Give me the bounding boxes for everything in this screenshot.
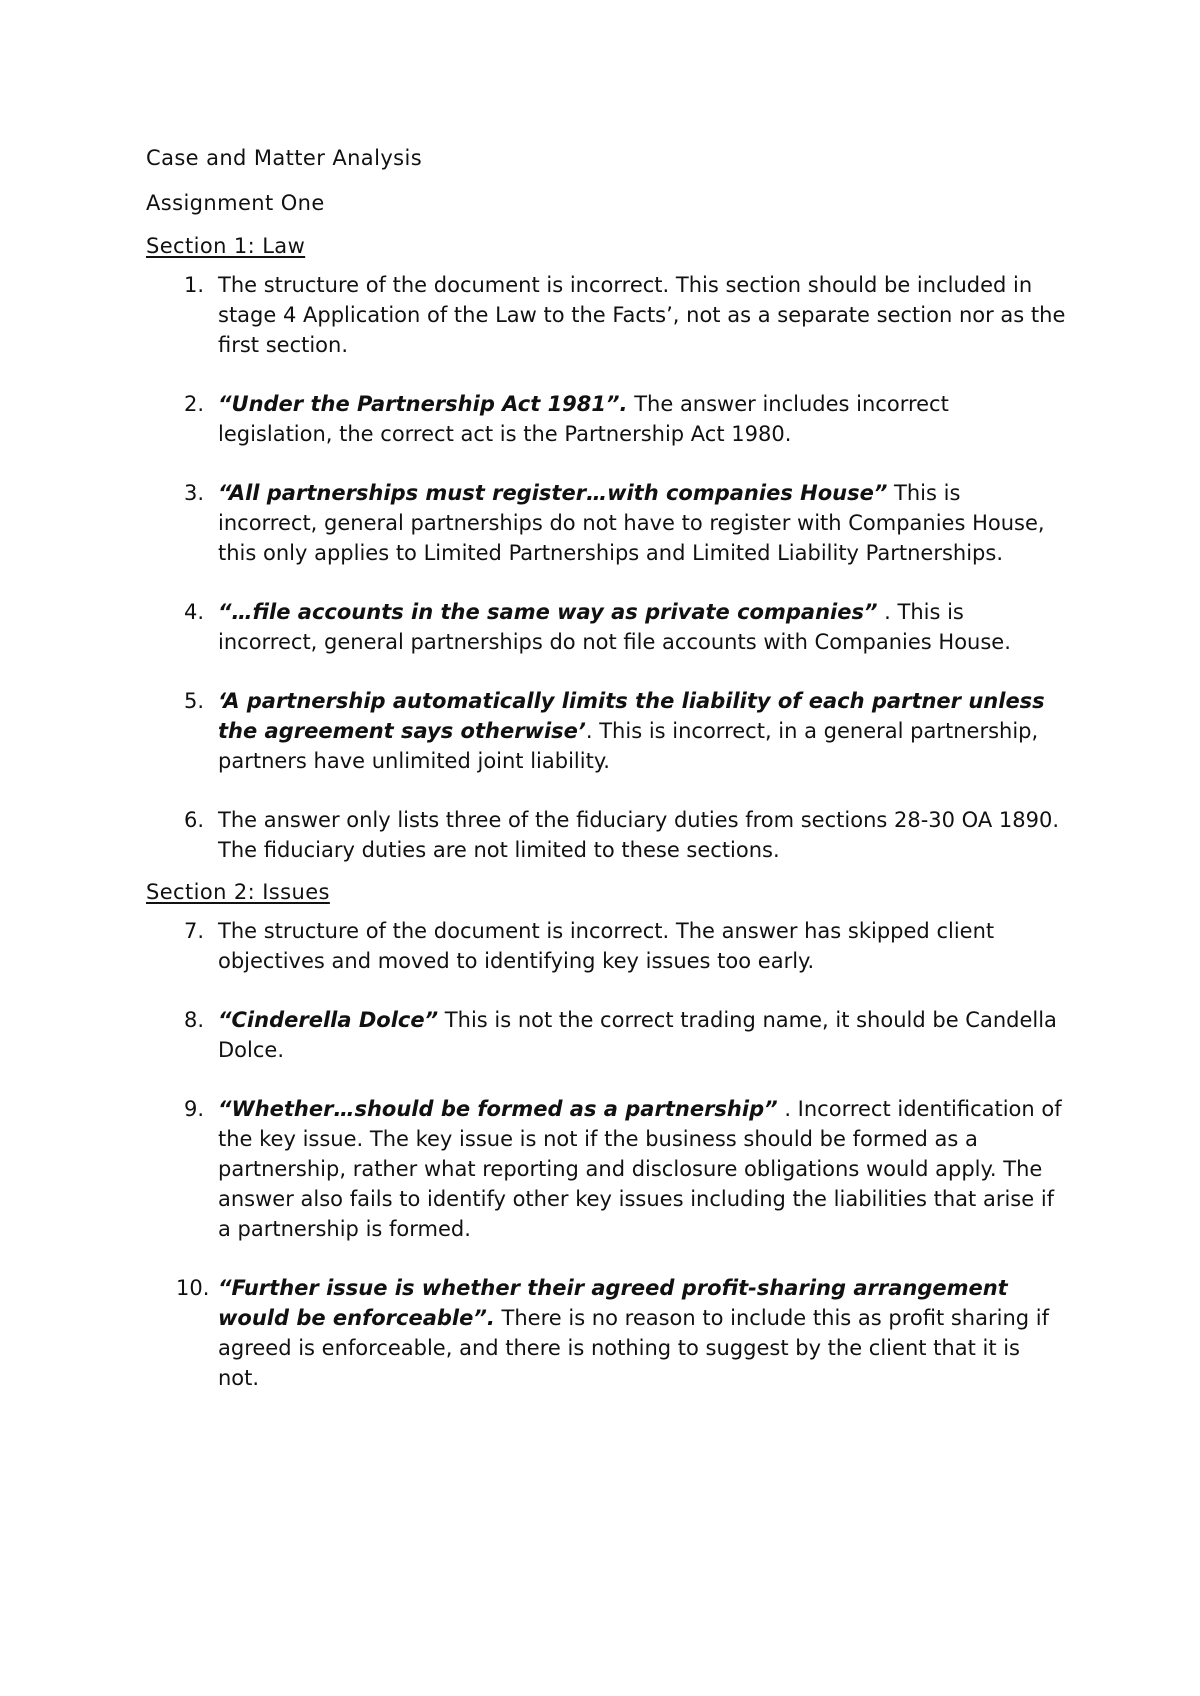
item-number: 7. — [184, 919, 205, 943]
item-text: There is no reason to include this as profit sharing if agreed is enforceable, and there is nothing to suggest by the client that it is not. — [218, 1306, 1049, 1390]
document-title: Case and Matter Analysis — [146, 146, 423, 170]
issues-list — [146, 916, 1066, 1393]
section-heading-law: Section 1: Law — [146, 234, 306, 258]
document-subtitle: Assignment One — [146, 191, 325, 215]
item-number: 1. — [184, 273, 205, 297]
item-text: This is incorrect, general partnerships do not have to register with Companies House, this only applies to Limited Partnerships and Limited Liability Partnerships. — [218, 481, 1045, 565]
item-text: . This is incorrect, in a general partnership, partners have unlimited joint liability. — [218, 719, 1039, 773]
item-quote: “Under the Partnership Act 1981”. — [218, 392, 628, 416]
list-item — [146, 389, 1066, 449]
item-quote: “Cinderella Dolce” — [218, 1008, 439, 1032]
item-text: . This is incorrect, general partnerships do not file accounts with Companies House. — [218, 600, 1011, 654]
item-quote: ‘A partnership automatically limits the liability of each partner unless the agreement says otherwise’ — [218, 689, 1045, 743]
item-number: 9. — [184, 1097, 205, 1121]
list-item — [146, 597, 1066, 657]
item-number: 8. — [184, 1008, 205, 1032]
item-text: The structure of the document is incorrect. The answer has skipped client objectives and moved to identifying key issues too early. — [218, 919, 995, 973]
item-text: The answer includes incorrect legislation, the correct act is the Partnership Act 1980. — [218, 392, 949, 446]
item-quote: “Further issue is whether their agreed profit-sharing arrangement would be enforceable”. — [218, 1276, 1008, 1330]
list-item — [146, 478, 1066, 568]
item-number: 3. — [184, 481, 205, 505]
document-page — [146, 143, 1066, 1393]
item-number: 4. — [184, 600, 205, 624]
item-quote: “…file accounts in the same way as private companies” — [218, 600, 878, 624]
item-number: 5. — [184, 689, 205, 713]
item-text: . Incorrect identification of the key issue. The key issue is not if the business should be formed as a partnership, rather what reporting and disclosure obligations would apply. The answer also fails to identify other key issues including the liabilities that arise if a partnership is formed. — [218, 1097, 1062, 1241]
list-item — [146, 1273, 1066, 1393]
item-number: 2. — [184, 392, 205, 416]
item-text: The structure of the document is incorrect. This section should be included in stage 4 Application of the Law to the Facts’, not as a separate section nor as the first section. — [218, 273, 1066, 357]
item-quote: “All partnerships must register…with companies House” — [218, 481, 888, 505]
list-item — [146, 916, 1066, 976]
list-item — [146, 1094, 1066, 1244]
list-item — [146, 805, 1066, 865]
item-quote: “Whether…should be formed as a partnership” — [218, 1097, 778, 1121]
list-item — [146, 270, 1066, 360]
item-text: The answer only lists three of the fiduciary duties from sections 28-30 OA 1890. The fiduciary duties are not limited to these sections. — [218, 808, 1060, 862]
section-heading-issues: Section 2: Issues — [146, 880, 330, 904]
item-number: 6. — [184, 808, 205, 832]
list-item — [146, 686, 1066, 776]
law-issues-list — [146, 270, 1066, 865]
item-number: 10. — [176, 1276, 210, 1300]
item-text: This is not the correct trading name, it should be Candella Dolce. — [218, 1008, 1057, 1062]
list-item — [146, 1005, 1066, 1065]
